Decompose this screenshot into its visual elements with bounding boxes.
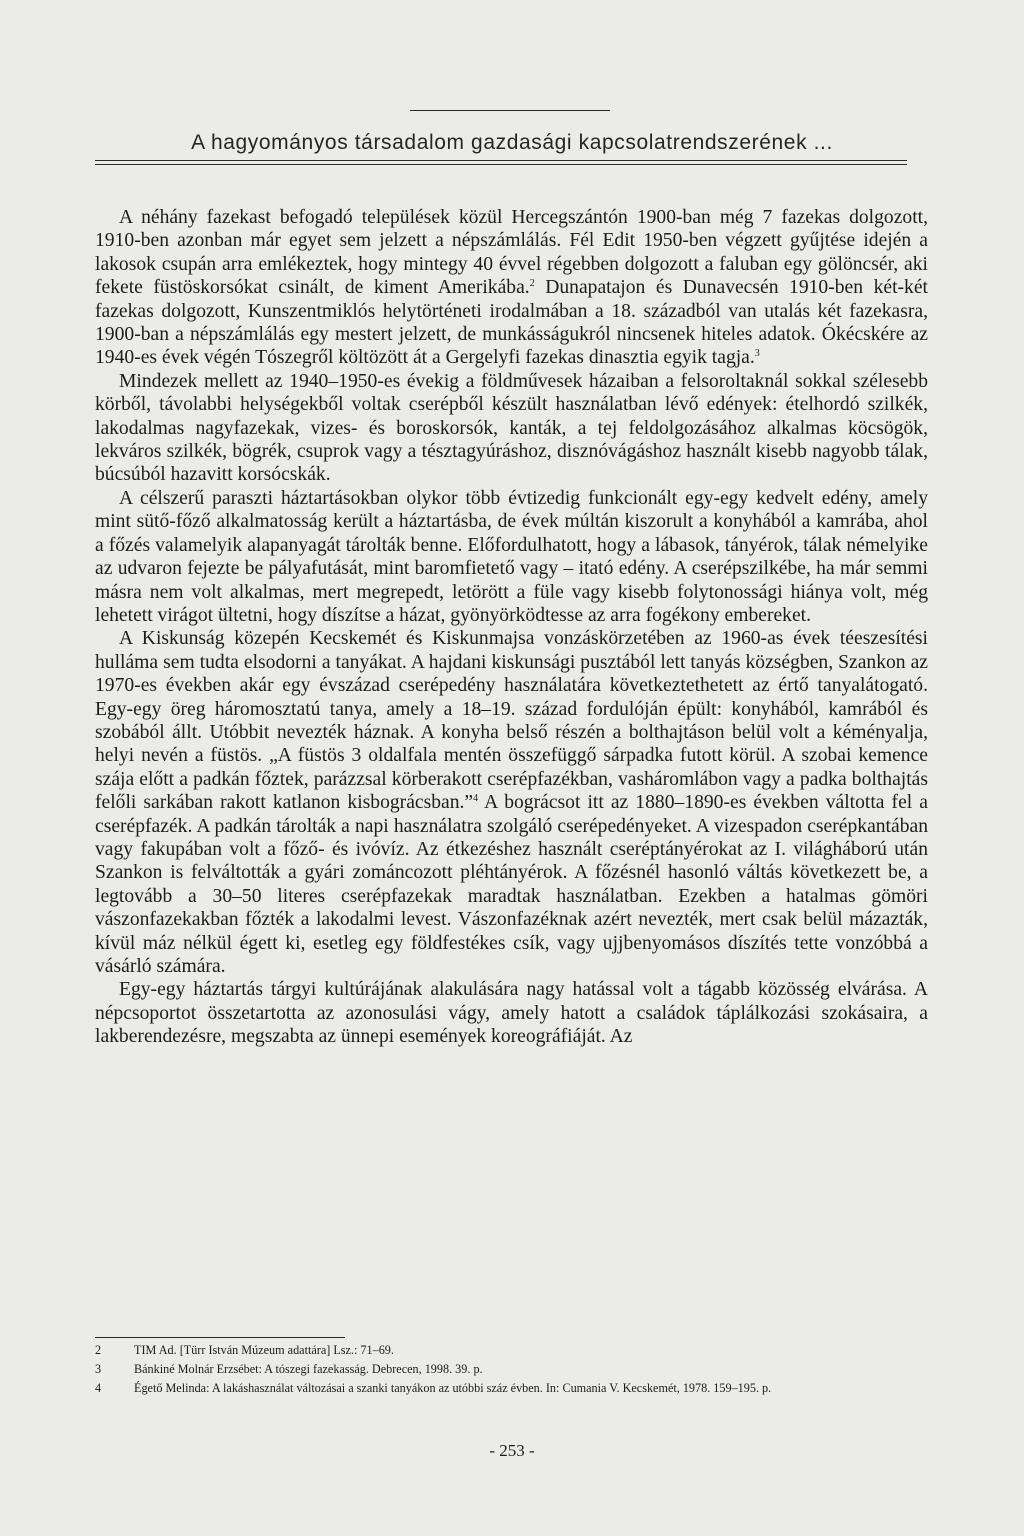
body-text — [95, 206, 928, 1049]
header-rule-bottom — [95, 160, 907, 165]
footnote-4: 4 Égető Melinda: A lakáshasználat változásai a szanki tanyákon az utóbbi száz évben. In: Cumania V. Kecskemét, 1978. 159–195. p. — [95, 1381, 772, 1395]
paragraph-4: A Kiskunság közepén Kecskemét és Kiskunmajsa vonzáskörzetében az 1960-as évek téeszesítési hulláma sem tudta elsodorni a tanyákat. A hajdani kiskunsági pusztából lett tanyás községben, Szankon az 1970-es években akár egy évszázad cserépedény használatára következtethetett az értő tanyalátogató. Egy-egy öreg háromosztatú tanya, amely a 18–19. század fordulóján épült: konyhából, kamrából és szobából állt. Utóbbit nevezték háznak. A konyha belső részén a bolthajtáson belül volt a kéményalja, helyi nevén a füstös. „A füstös 3 oldalfala mentén összefüggő sárpadka futott körül. A szobai kemence szája előtt a padkán főztek, parázzsal körberakott cserépfazékban, vasháromlábon vagy a padka bolthajtás felőli sarkában rakott katlanon kisbográcsban.”$^4$ A bográcsot itt az 1880–1890-es években váltotta fel a cserépfazék. A padkán tárolták a napi használatra szolgáló cserépedényeket. A vizespadon cserépkantában vagy fakupában volt a főző- és ivóvíz. Az étkezéshez használt cseréptányérokat az I. világháború után Szankon is felváltották a gyári zománcozott pléhtányérok. A főzésnél hasonló váltás következett be, a legtovább a 30–50 literes cserépfazekak maradtak használatban. Ezekben a hatalmas gömöri vászonfazekakban főzték a lakodalmi levest. Vászonfazéknak azért nevezték, mert csak belül mázazták, kívül máz nélkül égett ki, esetleg egy földfestékes csík, vagy ujjbenyomásos díszítés tette vonzóbbá a vásárló számára. — [95, 628, 928, 977]
footnote-2: 2 TIM Ad. [Türr István Múzeum adattára] Lsz.: 71–69. — [95, 1343, 394, 1357]
paragraph-1: A néhány fazekast befogadó települések közül Hercegszántón 1900-ban még 7 fazekas dolgozott, 1910-ben azonban már egyet sem jelzett a népszámlálás. Fél Edit 1950-ben végzett gyűjtése idején a lakosok csupán arra emlékeztek, hogy mintegy 40 évvel régebben dolgozott a faluban egy gölöncsér, aki fekete füstöskorsókat csinált, de kiment Amerikába.$^2$ Dunapatajon és Dunavecsén 1910-ben két-két fazekas dolgozott, Kunszentmiklós helytörténeti irodalmában a 18. századból van utalás két fazekasra, 1900-ban a népszámlálás egy mestert jelzett, de munkásságukról nincsenek hiteles adatok. Ókécskére az 1940-es évek végén Tószegről költözött át a Gergelyfi fazekas dinasztia egyik tagja.$^3$ — [95, 207, 928, 369]
footnote-rule — [95, 1337, 345, 1338]
paragraph-2: Mindezek mellett az 1940–1950-es évekig a földművesek házaiban a felsoroltaknál sokkal szélesebb körből, távolabbi helységekből voltak cserépből készült használatban lévő edények: ételhordó szilkék, lakodalmas nagyfazekak, vizes- és boroskorsók, kanták, a tej feldolgozásához alkalmas köcsögök, lekváros szilkék, bögrék, csuprok vagy a tésztagyúráshoz, disznóvágáshoz használt kisebb nagyobb tálak, búcsúból hazavitt korsócskák. — [95, 370, 928, 486]
footnote-ref-2: 2 — [529, 278, 535, 290]
paragraph-3: A célszerű paraszti háztartásokban olykor több évtizedig funkcionált egy-egy kedvelt edény, amely mint sütő-főző alkalmatosság került a háztartásba, de évek múltán kiszorult a konyhából a kamrába, ahol a főzés valamelyik alapanyagát tárolták benne. Előfordulhatott, hogy a lábasok, tányérok, tálak némelyike az udvaron fejezte be pályafutását, mint baromfietető vagy – itató edény. A cserépszilkébe, ha már semmi másra nem volt alkalmas, mert megrepedt, letörött a füle vagy kisebb folytonossági hiánya volt, még lehetett virágot ültetni, hogy díszítse a házat, gyönyörködtesse az arra fogékony embereket. — [95, 487, 928, 626]
running-head: A hagyományos társadalom gazdasági kapcsolatrendszerének ... — [191, 131, 833, 154]
footnotes — [95, 1341, 945, 1398]
footnote-ref-4: 4 — [473, 793, 479, 805]
page-number: - 253 - — [489, 1441, 535, 1460]
footnote-ref-3: 3 — [754, 348, 760, 360]
footnote-3: 3 Bánkiné Molnár Erzsébet: A tószegi fazekasság. Debrecen, 1998. 39. p. — [95, 1362, 483, 1376]
paragraph-5: Egy-egy háztartás tárgyi kultúrájának alakulására nagy hatással volt a tágabb közösség elvárása. A népcsoportot összetartotta az azonosulási vágy, amely hatott a családok táplálkozási szokásaira, a lakberendezésre, megszabta az ünnepi események koreográfiáját. Az — [95, 979, 928, 1048]
header-rule-top — [410, 110, 610, 111]
